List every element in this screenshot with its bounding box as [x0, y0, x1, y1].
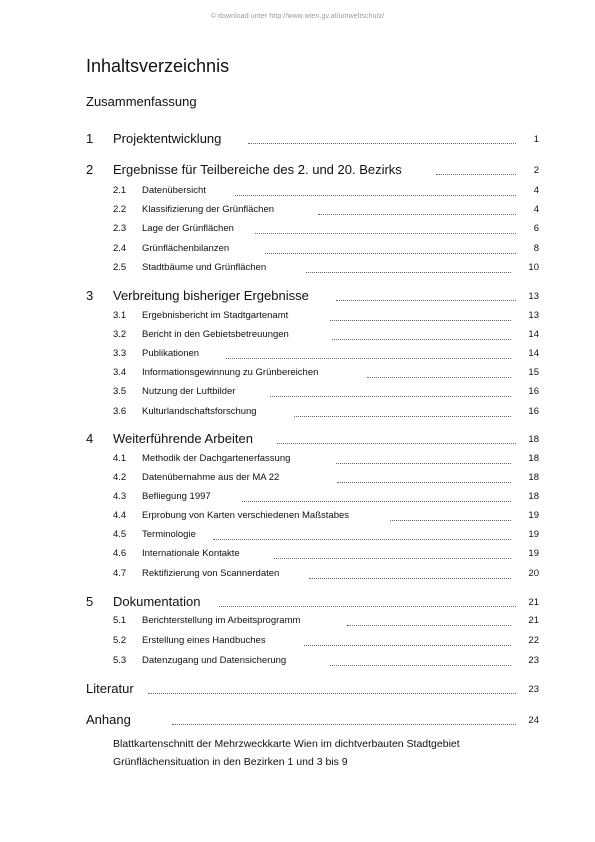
dot-leader [294, 406, 511, 417]
toc-entry[interactable] [0, 131, 595, 147]
toc-entry[interactable] [0, 615, 595, 631]
annex-item: Blattkartenschnitt der Mehrzweckkarte Wien im dichtverbauten Stadtgebiet [113, 738, 460, 750]
toc-number: 5.1 [113, 615, 127, 626]
toc-number: 4.2 [113, 472, 127, 483]
toc-entry[interactable] [0, 406, 595, 422]
toc-entry[interactable] [0, 548, 595, 564]
toc-label: Bericht in den Gebietsbetreuungen [142, 329, 289, 340]
summary-heading[interactable]: Zusammenfassung [86, 94, 197, 109]
dot-leader [270, 386, 511, 397]
toc-page-number: 8 [533, 243, 539, 254]
toc-entry[interactable] [0, 529, 595, 545]
dot-leader [235, 185, 516, 196]
toc-entry[interactable] [0, 288, 595, 304]
toc-entry[interactable] [0, 204, 595, 220]
dot-leader [277, 431, 516, 444]
toc-entry[interactable] [0, 472, 595, 488]
toc-entry-literatur[interactable] [0, 681, 595, 697]
toc-number: 4.7 [113, 568, 127, 579]
page-title: Inhaltsverzeichnis [86, 56, 230, 76]
toc-page-number: 19 [528, 529, 539, 540]
toc-page-number: 22 [528, 635, 539, 646]
toc-page-number: 18 [528, 491, 539, 502]
toc-label: Ergebnisse für Teilbereiche des 2. und 20. Bezirks [113, 162, 402, 177]
toc-number: 3.1 [113, 310, 127, 321]
toc-number: 2.2 [113, 204, 127, 215]
dot-leader [367, 367, 511, 378]
toc-number: 2.5 [113, 262, 127, 273]
dot-leader [255, 223, 516, 234]
toc-number: 3.5 [113, 386, 127, 397]
toc-entry[interactable] [0, 223, 595, 239]
toc-label: Datenübersicht [142, 185, 206, 196]
toc-number: 5.3 [113, 655, 127, 666]
toc-page-number: 1 [533, 134, 539, 145]
toc-label: Datenübernahme aus der MA 22 [142, 472, 280, 483]
toc-label: Verbreitung bisheriger Ergebnisse [113, 288, 309, 303]
toc-label: Literatur [86, 681, 134, 696]
toc-entry[interactable] [0, 453, 595, 469]
toc-entry[interactable] [0, 568, 595, 584]
toc-label: Anhang [86, 712, 131, 727]
toc-page-number: 6 [533, 223, 539, 234]
toc-entry[interactable] [0, 185, 595, 201]
toc-page-number: 16 [528, 406, 539, 417]
toc-page-number: 13 [528, 291, 539, 302]
toc-number: 2.3 [113, 223, 127, 234]
dot-leader [436, 162, 516, 175]
toc-number: 4.6 [113, 548, 127, 559]
toc-label: Methodik der Dachgartenerfassung [142, 453, 291, 464]
toc-page-number: 23 [528, 684, 539, 695]
toc-number: 1 [86, 131, 94, 146]
toc-entry-anhang[interactable] [0, 712, 595, 728]
dot-leader [336, 288, 516, 301]
toc-label: Grünflächenbilanzen [142, 243, 230, 254]
toc-label: Ergebnisbericht im Stadtgartenamt [142, 310, 289, 321]
toc-page-number: 23 [528, 655, 539, 666]
toc-page-number: 18 [528, 453, 539, 464]
toc-entry[interactable] [0, 655, 595, 671]
toc-number: 3.3 [113, 348, 127, 359]
toc-page-number: 19 [528, 510, 539, 521]
toc-entry[interactable] [0, 348, 595, 364]
dot-leader [330, 655, 511, 666]
toc-page-number: 4 [533, 204, 539, 215]
dot-leader [172, 712, 516, 725]
toc-page-number: 19 [528, 548, 539, 559]
toc-number: 4.3 [113, 491, 127, 502]
toc-number: 3 [86, 288, 94, 303]
toc-page-number: 21 [528, 615, 539, 626]
toc-label: Berichterstellung im Arbeitsprogramm [142, 615, 301, 626]
toc-label: Internationale Kontakte [142, 548, 240, 559]
toc-page-number: 13 [528, 310, 539, 321]
toc-page-number: 18 [528, 434, 539, 445]
toc-label: Befliegung 1997 [142, 491, 211, 502]
toc-entry[interactable] [0, 367, 595, 383]
toc-number: 3.2 [113, 329, 127, 340]
toc-entry[interactable] [0, 431, 595, 447]
toc-label: Weiterführende Arbeiten [113, 431, 253, 446]
toc-page-number: 2 [533, 165, 539, 176]
toc-entry[interactable] [0, 310, 595, 326]
dot-leader [390, 510, 511, 521]
dot-leader [226, 348, 511, 359]
toc-entry[interactable] [0, 329, 595, 345]
dot-leader [309, 568, 511, 579]
dot-leader [332, 329, 511, 340]
toc-entry[interactable] [0, 162, 595, 178]
toc-label: Rektifizierung von Scannerdaten [142, 568, 280, 579]
toc-page-number: 10 [528, 262, 539, 273]
download-watermark: © download unter http://www.wien.gv.at/umweltschutz/ [210, 13, 385, 20]
toc-label: Projektentwicklung [113, 131, 222, 146]
toc-entry[interactable] [0, 262, 595, 278]
toc-number: 4 [86, 431, 94, 446]
toc-label: Stadtbäume und Grünflächen [142, 262, 267, 273]
toc-number: 5.2 [113, 635, 127, 646]
dot-leader [213, 529, 511, 540]
toc-page-number: 14 [528, 329, 539, 340]
toc-page-number: 20 [528, 568, 539, 579]
dot-leader [219, 594, 516, 607]
toc-label: Dokumentation [113, 594, 201, 609]
toc-label: Kulturlandschaftsforschung [142, 406, 257, 417]
dot-leader [148, 681, 516, 694]
toc-label: Terminologie [142, 529, 196, 540]
toc-page-number: 18 [528, 472, 539, 483]
dot-leader [248, 131, 516, 144]
dot-leader [330, 310, 511, 321]
toc-number: 2.1 [113, 185, 127, 196]
dot-leader [304, 635, 511, 646]
toc-number: 2.4 [113, 243, 127, 254]
toc-page-number: 15 [528, 367, 539, 378]
toc-number: 3.6 [113, 406, 127, 417]
toc-entry[interactable] [0, 635, 595, 651]
toc-number: 4.5 [113, 529, 127, 540]
toc-page-number: 4 [533, 185, 539, 196]
toc-number: 4.1 [113, 453, 127, 464]
toc-label: Klassifizierung der Grünflächen [142, 204, 275, 215]
dot-leader [265, 243, 516, 254]
toc-label: Datenzugang und Datensicherung [142, 655, 287, 666]
dot-leader [337, 472, 511, 483]
toc-label: Erstellung eines Handbuches [142, 635, 266, 646]
dot-leader [306, 262, 511, 273]
toc-label: Erprobung von Karten verschiedenen Maßstabes [142, 510, 350, 521]
dot-leader [274, 548, 511, 559]
toc-page-number: 21 [528, 597, 539, 608]
toc-entry[interactable] [0, 491, 595, 507]
toc-entry[interactable] [0, 243, 595, 259]
annex-item: Grünflächensituation in den Bezirken 1 und 3 bis 9 [113, 756, 348, 768]
toc-number: 5 [86, 594, 94, 609]
toc-number: 3.4 [113, 367, 127, 378]
toc-entry[interactable] [0, 510, 595, 526]
toc-entry[interactable] [0, 386, 595, 402]
toc-number: 4.4 [113, 510, 127, 521]
toc-number: 2 [86, 162, 94, 177]
toc-label: Informationsgewinnung zu Grünbereichen [142, 367, 319, 378]
toc-label: Publikationen [142, 348, 200, 359]
toc-page-number: 14 [528, 348, 539, 359]
toc-label: Nutzung der Luftbilder [142, 386, 236, 397]
dot-leader [336, 453, 511, 464]
dot-leader [318, 204, 516, 215]
toc-page-number: 24 [528, 715, 539, 726]
dot-leader [347, 615, 511, 626]
toc-label: Lage der Grünflächen [142, 223, 234, 234]
toc-page-number: 16 [528, 386, 539, 397]
dot-leader [242, 491, 511, 502]
toc-entry[interactable] [0, 594, 595, 610]
